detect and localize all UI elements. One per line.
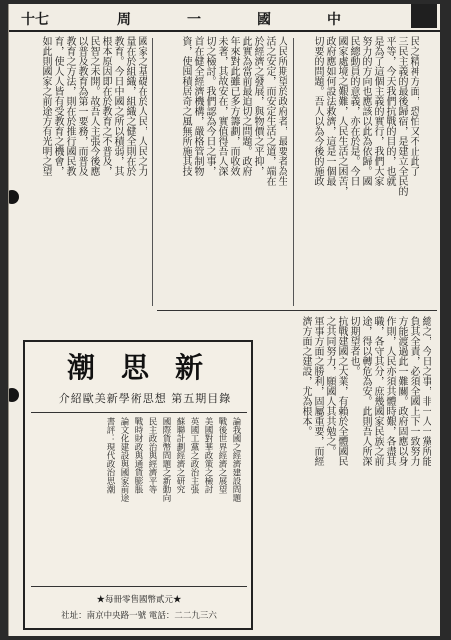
text-line: 於經濟之發展，與物價之平抑， — [252, 36, 263, 176]
article-column-bottom-right — [261, 316, 431, 628]
text-line: 途，得以轉危為安。此則吾人所深 — [360, 316, 371, 466]
header-title-char-3: 一 — [187, 12, 201, 28]
toc-item: 國際貨幣問題之新動向 — [161, 417, 171, 502]
text-line: 國家之基礎在於人民，人民之力 — [136, 36, 147, 176]
text-line: 三民主義的最後歸宿，是建立全民的 — [396, 36, 407, 196]
header-title-char-4: 周 — [117, 12, 131, 28]
text-line: 以普及教育為第一要務，而普及 — [76, 36, 87, 176]
text-line: 首在健全經濟機構，嚴格管制物 — [192, 36, 203, 176]
article-column-top-left — [23, 36, 147, 326]
magazine-advertisement — [23, 340, 253, 630]
header-corner-mark — [411, 4, 437, 28]
text-line: 資，使囤積居奇之風無所施其技 — [180, 36, 191, 176]
text-line: 教育。今日中國之所以積弱，其 — [112, 36, 123, 176]
newspaper-page — [8, 4, 440, 636]
text-line: 活之安定，而安定生活之道，端在 — [264, 36, 275, 186]
header-title-char-2: 國 — [257, 12, 271, 28]
text-line: 作則，人民亦須共體時艱，各盡其 — [384, 316, 395, 466]
toc-item: 美國對華政策之檢討 — [203, 417, 213, 494]
ad-price-line: ★每冊零售國幣貳元★ — [96, 595, 182, 605]
ad-title — [25, 346, 251, 386]
header-title-char-1: 中 — [327, 12, 341, 28]
column-divider — [152, 38, 153, 306]
text-line: 方能渡過此一難關。政府固應以身 — [396, 316, 407, 466]
text-line: 育，使人人皆有受教育之機會， — [52, 36, 63, 176]
text-line: 切期望者也。 — [348, 316, 359, 376]
text-line: 總之，今日之事，非一人一黨所能 — [420, 316, 431, 466]
toc-item: 書評：現代政治思潮 — [105, 417, 115, 494]
text-line: 民總動員的意義，亦在於是。今日 — [348, 36, 359, 186]
section-divider — [157, 310, 437, 311]
text-line: 此實為當前最迫切之問題。政府 — [240, 36, 251, 176]
text-line: 職，各守其分，庶幾國家民族之前 — [372, 316, 383, 466]
page-number: 十七 — [21, 12, 49, 28]
text-line: 根本原因即在於教育之不普及， — [100, 36, 111, 176]
text-line: 人民所期望於政府者，最要者為生 — [276, 36, 287, 186]
text-line: 國家處境之艱難，人民生活之困苦， — [336, 36, 347, 196]
toc-item: 論文化建設與國家前途 — [119, 417, 129, 502]
text-line: 抗戰建國之大業，有賴於全體國民 — [336, 316, 347, 466]
ad-title-char: 思 — [121, 351, 150, 384]
text-line: 民智之未開。故吾人主張今後應 — [88, 36, 99, 176]
toc-item: 民主政治與經濟平等 — [147, 417, 157, 494]
article-column-top-right — [299, 36, 419, 306]
text-line: 努力的方向也應該以此為依歸。國 — [360, 36, 371, 186]
ad-subtitle: 介紹歐美新學術思想 第五期目錄 — [58, 392, 232, 405]
page-header — [9, 4, 440, 32]
ad-address-line: 社址：南京中央路一號 電話：二二九三六 — [61, 611, 217, 621]
column-divider — [293, 38, 294, 306]
text-line: 切要的問題。吾人以為今後的施政 — [312, 36, 323, 186]
text-line: 政府應如何設法救濟，這是一個最 — [324, 36, 335, 186]
ad-title-char: 新 — [175, 351, 204, 384]
toc-item: 蘇聯計劃經濟之研究 — [175, 417, 185, 494]
text-line: 之共同努力，願國人其共勉之。 — [324, 316, 335, 456]
text-line: 切之檢討。我們認為今日之事， — [204, 36, 215, 176]
text-line: 是為了這個主義的實行，我們大家 — [372, 36, 383, 186]
toc-item: 論我國之經濟建設問題 — [231, 417, 241, 502]
text-line: 平等，今天我們抗戰的目的，也就 — [384, 36, 395, 186]
punch-hole — [8, 190, 19, 204]
text-line: 如此則國家之前途方有光明之望 — [40, 36, 51, 176]
text-line: 未著，其故安在，實值得吾人深 — [216, 36, 227, 176]
text-line: 教育之方法，則在於推行國民教 — [64, 36, 75, 176]
punch-hole — [8, 388, 19, 402]
toc-item: 戰時財政與通貨膨脹 — [133, 417, 143, 494]
text-line: 軍事方面之勝利，固屬重要，而經 — [312, 316, 323, 466]
text-line: 民之精神方面，恐怕又不止此了 — [408, 36, 419, 176]
ad-footer — [31, 586, 247, 626]
article-column-top-middle — [159, 36, 287, 306]
text-line: 年來對此雖已多方籌劃，而收效 — [228, 36, 239, 176]
ad-title-char: 潮 — [67, 351, 96, 384]
ad-table-of-contents — [31, 412, 247, 582]
text-line: 負其全責，必須全國上下一致努力 — [408, 316, 419, 466]
text-line: 量在於組織，組織之健全則在於 — [124, 36, 135, 176]
toc-list — [37, 417, 243, 579]
toc-item: 英國工黨之政治主張 — [189, 417, 199, 494]
toc-item: 戰後世界經濟之展望 — [217, 417, 227, 494]
text-line: 濟方面之建設，尤為根本。 — [300, 316, 311, 436]
